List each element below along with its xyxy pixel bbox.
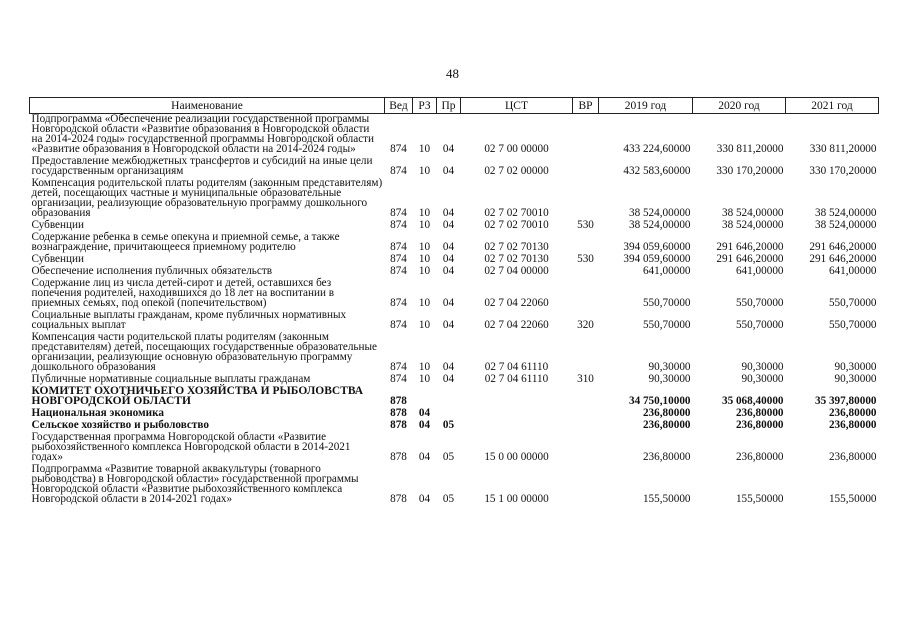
row-pr: 04	[442, 297, 455, 309]
header-vr: ВР	[573, 98, 599, 114]
row-vr	[573, 332, 599, 374]
row-name: Содержание лиц из числа детей-сирот и детей, оставшихся без попечения родителей, находившихся до 18 лет на воспитании в приемных семьях, под опекой (попечительством)	[31, 277, 335, 309]
row-amount-2019: 90,30000	[648, 361, 691, 373]
row-ved: 874	[390, 207, 407, 219]
row-pr: 05	[442, 493, 455, 505]
table-row	[30, 464, 879, 506]
row-vr: 310	[577, 373, 594, 385]
row-ved: 874	[390, 265, 407, 277]
row-amount-2019: 90,30000	[648, 373, 691, 385]
row-cst: 02 7 02 00000	[484, 165, 549, 177]
row-amount-2019: 236,80000	[642, 451, 691, 463]
row-amount-2019: 155,50000	[642, 493, 691, 505]
row-amount-2021: 236,80000	[828, 451, 877, 463]
row-cst	[461, 386, 573, 408]
row-ved: 878	[390, 395, 407, 407]
row-vr	[573, 386, 599, 408]
row-rz	[413, 386, 437, 408]
row-amount-2019: 550,70000	[642, 297, 691, 309]
row-amount-2021: 291 646,20000	[809, 253, 877, 265]
row-vr	[573, 156, 599, 178]
row-amount-2020: 35 068,40000	[721, 395, 784, 407]
row-cst: 02 7 04 22060	[484, 297, 549, 309]
row-amount-2021: 38 524,00000	[814, 207, 877, 219]
row-amount-2021: 38 524,00000	[814, 219, 877, 231]
row-amount-2020: 38 524,00000	[721, 219, 784, 231]
row-rz: 10	[418, 361, 431, 373]
header-ved: Вед	[385, 98, 413, 114]
row-ved: 874	[390, 253, 407, 265]
page-number: 48	[446, 66, 459, 81]
row-vr	[573, 408, 599, 420]
row-amount-2019: 550,70000	[642, 319, 691, 331]
row-amount-2020: 291 646,20000	[716, 241, 784, 253]
row-cst: 02 7 04 22060	[484, 319, 549, 331]
row-amount-2021: 550,70000	[828, 297, 877, 309]
row-cst: 02 7 00 00000	[484, 143, 549, 155]
row-name: Государственная программа Новгородской области «Развитие рыбохозяйственного комплекса Новгородской области в 2014-2021 годах»	[31, 431, 351, 463]
row-ved: 874	[390, 319, 407, 331]
row-vr	[573, 266, 599, 278]
row-name: Субвенции	[31, 219, 84, 231]
header-2020: 2020 год	[693, 98, 786, 114]
table-row	[30, 332, 879, 374]
row-name: Предоставление межбюджетных трансфертов и субсидий на иные цели государственным организациям	[31, 155, 373, 177]
row-rz: 10	[418, 241, 431, 253]
row-name: Национальная экономика	[31, 407, 164, 419]
row-amount-2019: 641,00000	[642, 265, 691, 277]
row-amount-2020: 236,80000	[735, 419, 784, 431]
row-name: Сельское хозяйство и рыболовство	[31, 419, 209, 431]
row-cst: 02 7 04 61110	[484, 361, 549, 373]
row-amount-2021: 236,80000	[828, 419, 877, 431]
row-pr: 05	[442, 419, 455, 431]
row-pr: 04	[442, 207, 455, 219]
row-ved: 874	[390, 361, 407, 373]
table-row	[30, 386, 879, 408]
row-vr	[573, 464, 599, 506]
row-cst: 15 1 00 00000	[484, 493, 549, 505]
row-amount-2021: 236,80000	[828, 407, 877, 419]
row-rz: 10	[418, 253, 431, 265]
header-2021: 2021 год	[786, 98, 879, 114]
row-amount-2019: 394 059,60000	[623, 241, 691, 253]
row-amount-2020: 155,50000	[735, 493, 784, 505]
row-cst: 02 7 02 70010	[484, 219, 549, 231]
row-amount-2021: 35 397,80000	[814, 395, 877, 407]
row-pr: 04	[442, 143, 455, 155]
row-vr	[573, 114, 599, 157]
row-rz: 10	[418, 207, 431, 219]
budget-table	[29, 97, 879, 506]
row-amount-2020: 330 811,20000	[716, 143, 784, 155]
row-name: КОМИТЕТ ОХОТНИЧЬЕГО ХОЗЯЙСТВА И РЫБОЛОВСТВА НОВГОРОДСКОЙ ОБЛАСТИ	[31, 385, 364, 407]
table-row	[30, 178, 879, 220]
row-amount-2021: 90,30000	[834, 361, 877, 373]
table-header-row	[30, 98, 879, 114]
row-vr	[573, 420, 599, 432]
row-ved: 874	[390, 373, 407, 385]
row-amount-2019: 236,80000	[642, 407, 691, 419]
row-amount-2020: 90,30000	[741, 361, 784, 373]
row-vr: 530	[577, 253, 594, 265]
row-ved: 878	[390, 451, 407, 463]
row-amount-2019: 432 583,60000	[623, 165, 691, 177]
table-row	[30, 156, 879, 178]
row-pr: 04	[442, 265, 455, 277]
row-ved: 878	[390, 407, 407, 419]
row-rz: 10	[418, 143, 431, 155]
row-vr: 320	[577, 319, 594, 331]
row-amount-2020: 550,70000	[735, 297, 784, 309]
table-row	[30, 278, 879, 310]
header-pr: Пр	[437, 98, 461, 114]
header-name: Наименование	[30, 98, 385, 114]
row-amount-2020: 550,70000	[735, 319, 784, 331]
row-amount-2021: 550,70000	[828, 319, 877, 331]
row-amount-2019: 394 059,60000	[623, 253, 691, 265]
row-amount-2021: 641,00000	[828, 265, 877, 277]
row-cst: 02 7 04 61110	[484, 373, 549, 385]
row-name: Подпрограмма «Обеспечение реализации государственной программы Новгородской области «Развитие образования в Новгородской области на 2014-2024 годы» государственной программы Новгородской области «Развитие образования в Новгородской области на 2014-2024 годы»	[31, 113, 375, 155]
row-rz: 04	[418, 451, 431, 463]
row-pr	[437, 386, 461, 408]
row-amount-2020: 330 170,20000	[716, 165, 784, 177]
row-name: Социальные выплаты гражданам, кроме публичных нормативных социальных выплат	[31, 309, 347, 331]
row-name: Обеспечение исполнения публичных обязательств	[31, 265, 273, 277]
row-cst	[461, 420, 573, 432]
row-amount-2020: 236,80000	[735, 451, 784, 463]
row-ved: 874	[390, 165, 407, 177]
row-rz: 10	[418, 297, 431, 309]
row-cst: 02 7 04 00000	[484, 265, 549, 277]
row-vr	[573, 178, 599, 220]
row-amount-2020: 291 646,20000	[716, 253, 784, 265]
row-rz: 10	[418, 319, 431, 331]
row-name: Компенсация родительской платы родителям (законным представителям) детей, посещающих частные и муниципальные образовательные организации, реализующие образовательную программу дошкольного образования	[31, 177, 383, 219]
table-row	[30, 114, 879, 157]
row-ved: 874	[390, 143, 407, 155]
row-amount-2021: 90,30000	[834, 373, 877, 385]
header-cst: ЦСТ	[461, 98, 573, 114]
row-rz: 04	[418, 407, 431, 419]
row-amount-2020: 236,80000	[735, 407, 784, 419]
row-ved: 874	[390, 219, 407, 231]
row-amount-2021: 330 811,20000	[809, 143, 877, 155]
row-amount-2019: 34 750,10000	[628, 395, 691, 407]
row-ved: 874	[390, 297, 407, 309]
row-vr: 530	[577, 219, 594, 231]
row-amount-2020: 90,30000	[741, 373, 784, 385]
row-rz: 04	[418, 419, 431, 431]
row-amount-2021: 330 170,20000	[809, 165, 877, 177]
row-cst: 15 0 00 00000	[484, 451, 549, 463]
row-pr: 04	[442, 253, 455, 265]
table-row	[30, 310, 879, 332]
row-pr: 04	[442, 319, 455, 331]
row-vr	[573, 232, 599, 254]
row-cst: 02 7 02 70010	[484, 207, 549, 219]
row-name: Компенсация части родительской платы родителям (законным представителям) детей, посещающих государственные образовательные организации, реализующие основную образовательную программу дошкольного образования	[31, 331, 377, 373]
row-amount-2019: 38 524,00000	[628, 219, 691, 231]
row-amount-2020: 641,00000	[735, 265, 784, 277]
row-name: Подпрограмма «Развитие товарной аквакультуры (товарного рыбоводства) в Новгородской области» государственной программы Новгородской области «Развитие рыбохозяйственного комплекса Новгородской области в 2014-2021 годах»	[31, 463, 359, 505]
row-ved: 874	[390, 241, 407, 253]
row-ved: 878	[390, 419, 407, 431]
row-amount-2020: 38 524,00000	[721, 207, 784, 219]
header-2019: 2019 год	[599, 98, 693, 114]
row-vr	[573, 278, 599, 310]
row-pr: 04	[442, 219, 455, 231]
row-rz: 10	[418, 265, 431, 277]
row-cst: 02 7 02 70130	[484, 241, 549, 253]
row-vr	[573, 432, 599, 464]
row-pr: 04	[442, 361, 455, 373]
row-cst: 02 7 02 70130	[484, 253, 549, 265]
row-rz: 10	[418, 373, 431, 385]
row-pr: 04	[442, 373, 455, 385]
row-name: Содержание ребенка в семье опекуна и приемной семье, а также вознаграждение, причитающееся приемному родителю	[31, 231, 340, 253]
row-rz: 10	[418, 219, 431, 231]
table-row	[30, 432, 879, 464]
row-rz: 04	[418, 493, 431, 505]
header-rz: РЗ	[413, 98, 437, 114]
row-pr: 05	[442, 451, 455, 463]
row-amount-2021: 155,50000	[828, 493, 877, 505]
row-name: Публичные нормативные социальные выплаты гражданам	[31, 373, 311, 385]
row-ved: 878	[390, 493, 407, 505]
row-amount-2019: 38 524,00000	[628, 207, 691, 219]
row-rz: 10	[418, 165, 431, 177]
row-name: Субвенции	[31, 253, 84, 265]
row-pr: 04	[442, 241, 455, 253]
row-amount-2021: 291 646,20000	[809, 241, 877, 253]
row-pr: 04	[442, 165, 455, 177]
row-amount-2019: 433 224,60000	[623, 143, 691, 155]
table-row	[30, 232, 879, 254]
row-cst	[461, 408, 573, 420]
row-amount-2019: 236,80000	[642, 419, 691, 431]
